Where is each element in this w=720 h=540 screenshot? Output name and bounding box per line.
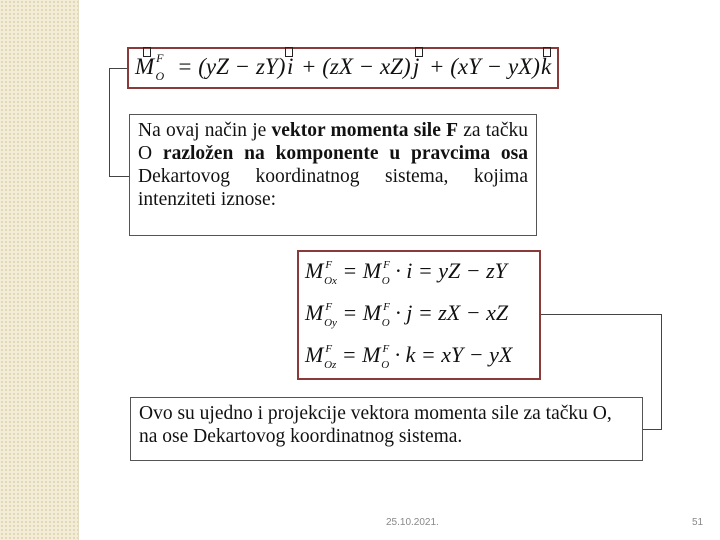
component-equations	[297, 250, 541, 380]
footer-page-number: 51	[692, 517, 704, 528]
missing-glyph-box	[285, 47, 293, 57]
missing-glyph-box	[415, 47, 423, 57]
explanation-text-1: Na ovaj način je vektor momenta sile F za tačku O razložen na komponente u pravcima osa Dekartovog koordinatnog sistema, kojima intenziteti iznose:	[129, 114, 537, 236]
decorative-side-strip	[0, 0, 79, 540]
missing-glyph-box	[543, 47, 551, 57]
equation-term2: + (zX − xZ)	[301, 54, 411, 79]
connector-line-right-bottom	[643, 429, 662, 430]
unit-vector-j: j	[413, 54, 420, 79]
component-row-y: M $^F_{Oy}$ = M $^F_O$ · j = zX − xZ	[305, 300, 509, 329]
unit-vector-i: i	[287, 54, 294, 79]
equation-term1: = (yZ − zY)	[177, 54, 286, 79]
connector-line-right-vertical	[661, 314, 662, 430]
missing-glyph-box	[143, 47, 151, 57]
connector-line-left-top	[109, 68, 128, 69]
component-row-x: M $^F_{Ox}$ = M $^F_O$ · i = yZ − zY	[305, 258, 507, 287]
explanation-text-2: Ovo su ujedno i projekcije vektora momenta sile za tačku O, na ose Dekartovog koordinatnog sistema.	[130, 397, 643, 461]
main-moment-equation	[127, 47, 559, 89]
equation-term3: + (xY − yX)	[429, 54, 540, 79]
unit-vector-k: k	[541, 54, 552, 79]
footer-date: 25.10.2021.	[386, 517, 439, 528]
equation-lhs: M $^F_O$	[135, 51, 165, 83]
connector-line-right-top	[541, 314, 662, 315]
connector-line-left-bottom	[109, 176, 130, 177]
component-row-z: M $^F_{Oz}$ = M $^F_O$ · k = xY − yX	[305, 342, 513, 371]
connector-line-left-vertical	[109, 68, 110, 176]
